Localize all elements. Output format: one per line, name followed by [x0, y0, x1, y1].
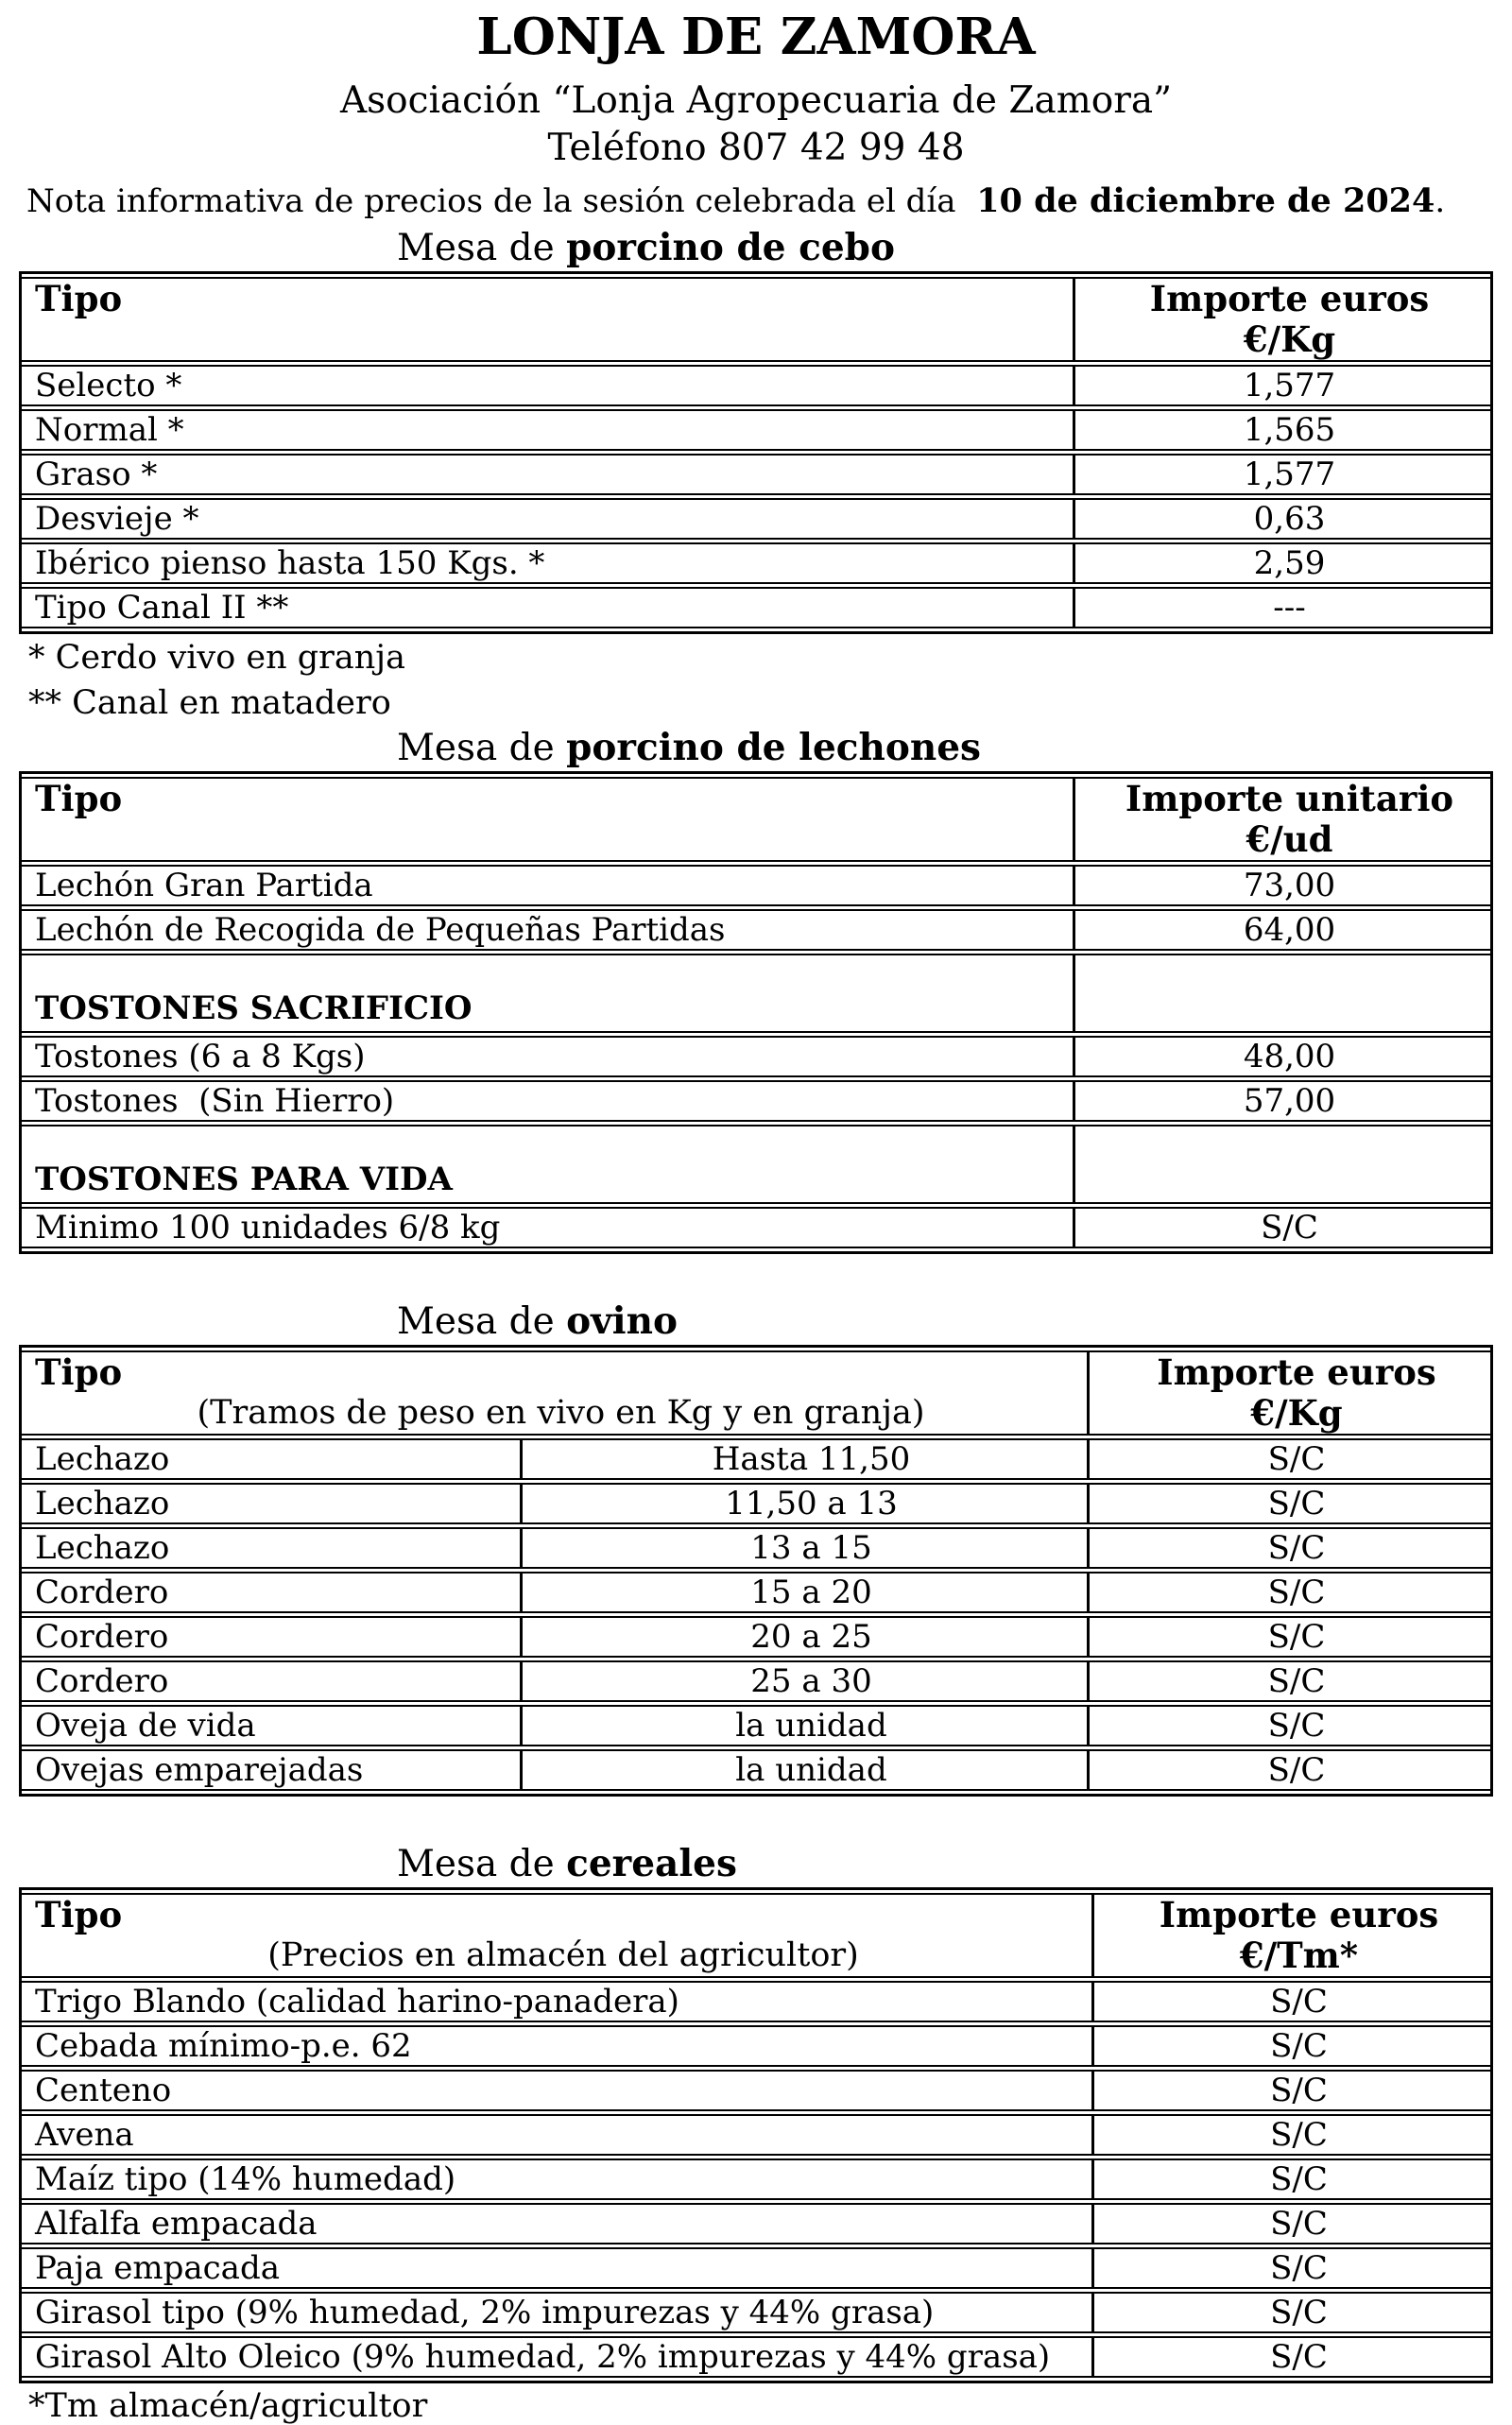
column-header-importe: Importe euros €/Tm* [1094, 1893, 1490, 1978]
table-row [22, 2292, 1490, 2333]
column-header-tipo: Tipo (Tramos de peso en vivo en Kg y en granja) [22, 1350, 1090, 1436]
row-value: S/C [1094, 2203, 1490, 2244]
section-name: porcino de lechones [566, 726, 981, 770]
row-weight-range: 25 a 30 [523, 1660, 1090, 1702]
heading-prefix: Mesa de [397, 1300, 567, 1344]
row-value: S/C [1094, 2158, 1490, 2200]
table-row [22, 1483, 1490, 1524]
table-row [22, 1616, 1490, 1658]
row-label: TOSTONES PARA VIDA [22, 1125, 1075, 1204]
row-weight-range: Hasta 11,50 [523, 1438, 1090, 1480]
table-row [22, 2158, 1490, 2200]
row-label: Lechazo [22, 1527, 523, 1569]
row-label: Desvieje * [22, 498, 1075, 540]
session-date: 10 de diciembre de 2024 [976, 181, 1435, 221]
table-row [22, 2025, 1490, 2067]
row-label: Lechón Gran Partida [22, 865, 1075, 906]
document-title: LONJA DE ZAMORA [476, 8, 1036, 66]
table-row [22, 1438, 1490, 1480]
table-cereales [19, 1887, 1493, 2383]
table-row [22, 587, 1490, 628]
table-row [22, 1080, 1490, 1122]
section-heading-porcino-cebo [397, 226, 1512, 271]
row-label: Ibérico pienso hasta 150 Kgs. * [22, 542, 1075, 584]
column-header-tipo: Tipo (Precios en almacén del agricultor) [22, 1893, 1094, 1978]
column-header-tipo: Tipo [22, 777, 1075, 862]
row-weight-range: 11,50 a 13 [523, 1483, 1090, 1524]
row-label: Selecto * [22, 365, 1075, 406]
table-row [22, 1705, 1490, 1746]
heading-prefix: Mesa de [397, 727, 567, 770]
heading-prefix: Mesa de [397, 1842, 567, 1885]
phone-line: Teléfono 807 42 99 48 [547, 127, 965, 170]
table-row [22, 1572, 1490, 1613]
table-row [22, 2336, 1490, 2378]
footnote-cerdo-vivo: * Cerdo vivo en granja [28, 638, 406, 677]
table-row [22, 1036, 1490, 1077]
row-label: Paja empacada [22, 2247, 1094, 2289]
row-value [1075, 1125, 1490, 1204]
row-value: 0,63 [1075, 498, 1490, 540]
row-label: Cordero [22, 1572, 523, 1613]
table-row [22, 2203, 1490, 2244]
session-date-note [26, 179, 1512, 224]
table-header-row [22, 777, 1490, 862]
table-row [22, 1527, 1490, 1569]
section-name: porcino de cebo [566, 226, 895, 270]
row-label: Cordero [22, 1616, 523, 1658]
row-weight-range: la unidad [523, 1705, 1090, 1746]
row-value: 1,565 [1075, 409, 1490, 451]
row-label: Maíz tipo (14% humedad) [22, 2158, 1094, 2200]
section-heading-ovino [397, 1299, 1512, 1345]
table-header-row [22, 1350, 1490, 1436]
table-row [22, 909, 1490, 951]
table-row-group-label [22, 954, 1490, 1033]
row-value: S/C [1090, 1527, 1490, 1569]
row-value: 1,577 [1075, 365, 1490, 406]
table-porcino-lechones [19, 771, 1493, 1254]
row-value: 1,577 [1075, 454, 1490, 495]
table-row [22, 2070, 1490, 2111]
row-label: TOSTONES SACRIFICIO [22, 954, 1075, 1033]
row-label: Centeno [22, 2070, 1094, 2111]
association-subtitle: Asociación “Lonja Agropecuaria de Zamora” [339, 78, 1173, 122]
row-value: 2,59 [1075, 542, 1490, 584]
note-text: Nota informativa de precios de la sesión celebrada el día [26, 182, 977, 221]
row-value: 57,00 [1075, 1080, 1490, 1122]
row-value: S/C [1090, 1616, 1490, 1658]
row-value: 64,00 [1075, 909, 1490, 951]
row-value: 48,00 [1075, 1036, 1490, 1077]
row-value: S/C [1090, 1483, 1490, 1524]
row-value: S/C [1094, 2114, 1490, 2156]
table-row [22, 1207, 1490, 1248]
table-row [22, 542, 1490, 584]
row-label: Lechazo [22, 1438, 523, 1480]
row-weight-range: 20 a 25 [523, 1616, 1090, 1658]
row-value: S/C [1094, 2070, 1490, 2111]
row-weight-range: 13 a 15 [523, 1527, 1090, 1569]
table-header-row [22, 277, 1490, 362]
heading-prefix: Mesa de [397, 227, 567, 270]
column-header-tipo: Tipo [22, 277, 1075, 362]
row-label: Cordero [22, 1660, 523, 1702]
section-name: ovino [566, 1299, 678, 1344]
table-row [22, 1660, 1490, 1702]
row-label: Avena [22, 2114, 1094, 2156]
row-label: Graso * [22, 454, 1075, 495]
row-value: 73,00 [1075, 865, 1490, 906]
row-value: S/C [1094, 2025, 1490, 2067]
column-subheader: (Precios en almacén del agricultor) [267, 1935, 859, 1974]
row-value: S/C [1090, 1749, 1490, 1791]
table-header-row [22, 1893, 1490, 1978]
table-row [22, 1981, 1490, 2022]
section-name: cereales [566, 1841, 737, 1885]
row-label: Tostones (6 a 8 Kgs) [22, 1036, 1075, 1077]
row-label: Ovejas emparejadas [22, 1749, 523, 1791]
row-value: S/C [1094, 1981, 1490, 2022]
row-label: Tipo Canal II ** [22, 587, 1075, 628]
row-label: Normal * [22, 409, 1075, 451]
row-weight-range: 15 a 20 [523, 1572, 1090, 1613]
table-ovino [19, 1345, 1493, 1797]
row-value: S/C [1094, 2247, 1490, 2289]
table-row [22, 2114, 1490, 2156]
column-header-importe: Importe unitario €/ud [1075, 777, 1490, 862]
row-value: S/C [1090, 1572, 1490, 1613]
section-heading-cereales [397, 1842, 1512, 1887]
row-value [1075, 954, 1490, 1033]
table-row [22, 409, 1490, 451]
table-row [22, 1749, 1490, 1791]
row-value: S/C [1090, 1438, 1490, 1480]
row-value: S/C [1094, 2292, 1490, 2333]
row-label: Alfalfa empacada [22, 2203, 1094, 2244]
note-period: . [1435, 182, 1446, 221]
row-label: Oveja de vida [22, 1705, 523, 1746]
row-label: Girasol tipo (9% humedad, 2% impurezas y 44% grasa) [22, 2292, 1094, 2333]
footnote-canal-matadero: ** Canal en matadero [28, 683, 391, 722]
section-heading-porcino-lechones [397, 726, 1512, 771]
row-label: Lechazo [22, 1483, 523, 1524]
row-value: S/C [1094, 2336, 1490, 2378]
table-porcino-cebo [19, 271, 1493, 634]
row-value: --- [1075, 587, 1490, 628]
table-row-group-label [22, 1125, 1490, 1204]
row-value: S/C [1090, 1705, 1490, 1746]
row-label: Tostones (Sin Hierro) [22, 1080, 1075, 1122]
row-label: Trigo Blando (calidad harino-panadera) [22, 1981, 1094, 2022]
table-row [22, 865, 1490, 906]
footnote-tm: *Tm almacén/agricultor [28, 2386, 428, 2425]
table-row [22, 454, 1490, 495]
row-label: Lechón de Recogida de Pequeñas Partidas [22, 909, 1075, 951]
column-subheader: (Tramos de peso en vivo en Kg y en granja) [197, 1393, 925, 1432]
row-weight-range: la unidad [523, 1749, 1090, 1791]
table-row [22, 365, 1490, 406]
row-value: S/C [1075, 1207, 1490, 1248]
column-header-importe: Importe euros €/Kg [1075, 277, 1490, 362]
table-row [22, 498, 1490, 540]
row-label: Minimo 100 unidades 6/8 kg [22, 1207, 1075, 1248]
row-label: Cebada mínimo-p.e. 62 [22, 2025, 1094, 2067]
column-header-importe: Importe euros €/Kg [1090, 1350, 1490, 1436]
table-row [22, 2247, 1490, 2289]
row-label: Girasol Alto Oleico (9% humedad, 2% impurezas y 44% grasa) [22, 2336, 1094, 2378]
row-value: S/C [1090, 1660, 1490, 1702]
